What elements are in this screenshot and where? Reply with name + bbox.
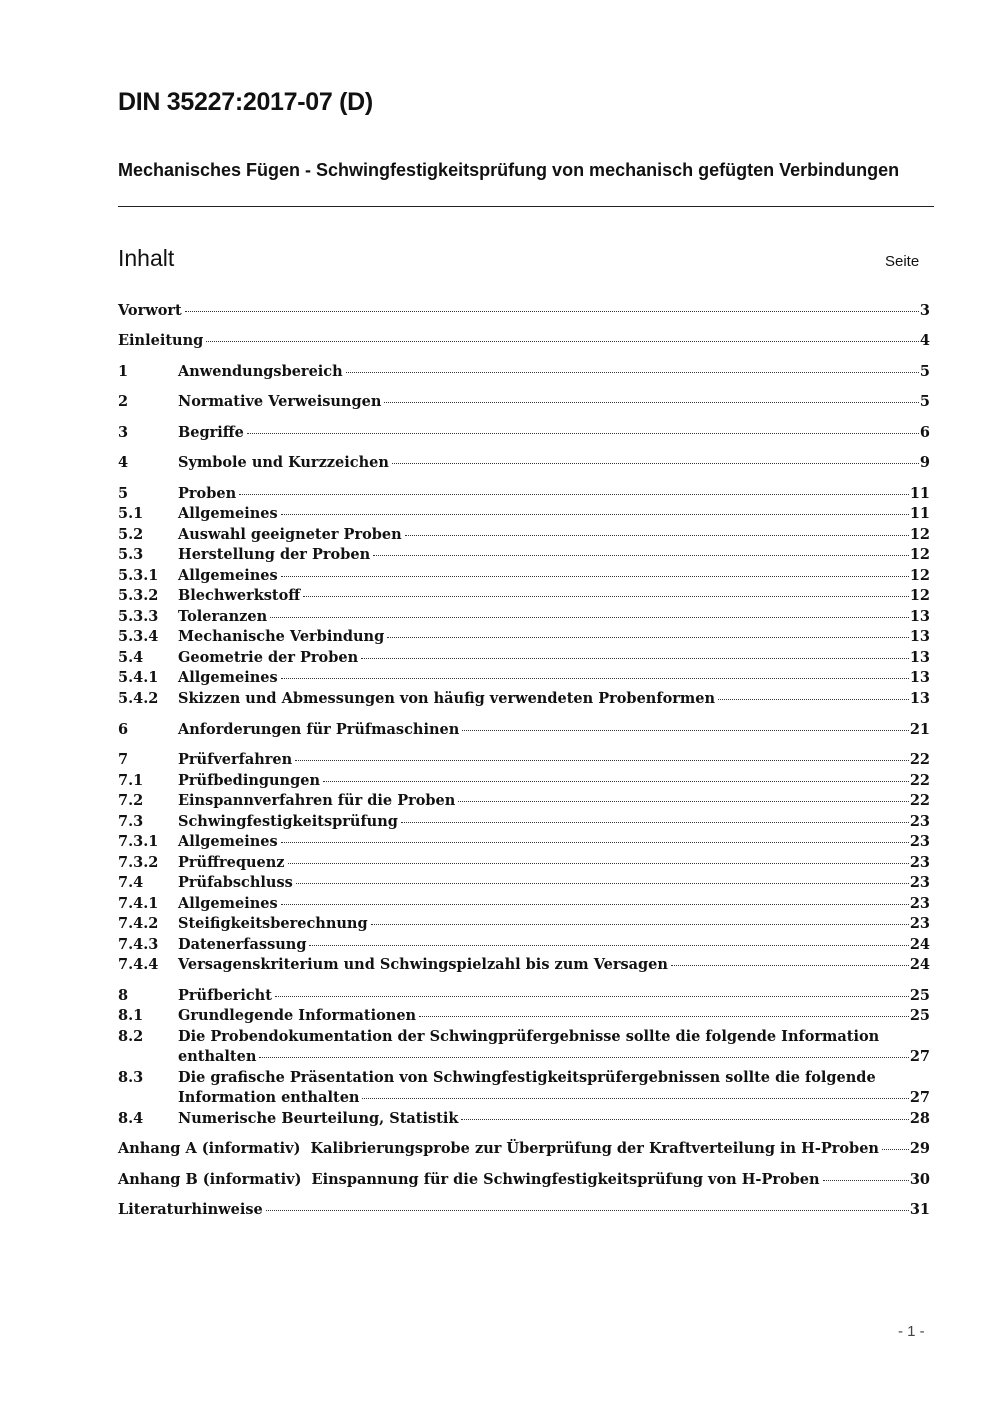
- toc-entry-title: Allgemeines: [178, 505, 278, 522]
- toc-leader-dots: [281, 904, 909, 905]
- toc-entry-title: Herstellung der Proben: [178, 546, 371, 563]
- toc-entry[interactable]: [118, 1110, 930, 1130]
- toc-entry[interactable]: [118, 690, 930, 710]
- toc-entry-page: 23: [909, 833, 930, 850]
- toc-entry[interactable]: [118, 936, 930, 956]
- toc-entry-title: Steifigkeitsberechnung: [178, 915, 368, 932]
- toc-entry-page: 23: [909, 915, 930, 932]
- toc-entry-page: 13: [909, 628, 930, 645]
- toc-entry-page: 24: [909, 956, 930, 973]
- toc-heading: Inhalt: [118, 245, 175, 271]
- toc-entry-title: Vorwort: [118, 302, 182, 319]
- toc-entry-line: [118, 1028, 930, 1048]
- toc-entry-title: Einspannverfahren für die Proben: [178, 792, 456, 809]
- toc-entry[interactable]: [118, 1201, 930, 1221]
- page-number: - 1 -: [898, 1323, 925, 1340]
- toc-entry[interactable]: [118, 526, 930, 546]
- toc-entry-page: 30: [909, 1171, 930, 1188]
- toc-entry-number: 5: [118, 485, 129, 502]
- toc-entry-page: 12: [909, 587, 930, 604]
- toc-entry-page: 5: [919, 363, 930, 380]
- toc-entry[interactable]: [118, 833, 930, 853]
- toc-entry-number: 7.3: [118, 813, 144, 830]
- toc-entry-page: 25: [909, 987, 930, 1004]
- toc-entry-number: 7.4: [118, 874, 144, 891]
- toc-leader-dots: [270, 617, 909, 618]
- toc-entry-number: 8.2: [118, 1028, 144, 1045]
- toc-entry-page: 23: [909, 874, 930, 891]
- toc-entry-number: 7.4.4: [118, 956, 159, 973]
- toc-entry-number: 1: [118, 363, 129, 380]
- toc-entry-line: [118, 1089, 930, 1109]
- toc-entry[interactable]: [118, 669, 930, 689]
- toc-entry-number: 5.3.1: [118, 567, 159, 584]
- toc-entry-page: 27: [909, 1048, 930, 1065]
- toc-entry-line: [118, 1048, 930, 1068]
- toc-entry-number: 5.3.2: [118, 587, 159, 604]
- toc-entry[interactable]: [118, 772, 930, 792]
- toc-leader-dots: [823, 1180, 909, 1181]
- toc-leader-dots: [462, 730, 909, 731]
- toc-entry[interactable]: [118, 895, 930, 915]
- toc-leader-dots: [303, 596, 909, 597]
- toc-entry-number: 8: [118, 987, 129, 1004]
- toc-entry-title: Versagenskriterium und Schwingspielzahl bis zum Versagen: [178, 956, 668, 973]
- toc-entry[interactable]: [118, 628, 930, 648]
- toc-entry-number: 7.1: [118, 772, 144, 789]
- toc-entry-title: Die grafische Präsentation von Schwingfestigkeitsprüfergebnissen sollte die folgende: [178, 1069, 876, 1086]
- toc-leader-dots: [461, 1119, 908, 1120]
- toc-leader-dots: [185, 311, 919, 312]
- toc-entry-page: 22: [909, 751, 930, 768]
- toc-entry[interactable]: [118, 1171, 930, 1191]
- toc-entry-number: 7.2: [118, 792, 144, 809]
- toc-entry[interactable]: [118, 813, 930, 833]
- toc-entry-title-continued: Information enthalten: [178, 1089, 360, 1106]
- toc-entry-number: 8.4: [118, 1110, 144, 1127]
- toc-entry[interactable]: [118, 608, 930, 628]
- toc-entry-title: Einleitung: [118, 332, 204, 349]
- toc-leader-dots: [296, 883, 909, 884]
- toc-entry-line: [118, 1069, 930, 1089]
- toc-entry-page: 22: [909, 792, 930, 809]
- toc-entry-page: 13: [909, 690, 930, 707]
- toc-entry-title: Prüfbericht: [178, 987, 272, 1004]
- toc-leader-dots: [882, 1149, 909, 1150]
- toc-entry-number: 5.1: [118, 505, 144, 522]
- toc-entry-page: 23: [909, 895, 930, 912]
- toc-entry[interactable]: [118, 587, 930, 607]
- toc-entry-page: 23: [909, 854, 930, 871]
- toc-entry-title: Toleranzen: [178, 608, 268, 625]
- toc-entry-title: Symbole und Kurzzeichen: [178, 454, 389, 471]
- toc-entry[interactable]: [118, 1007, 930, 1027]
- toc-entry-page: 22: [909, 772, 930, 789]
- toc-entry-title: Proben: [178, 485, 237, 502]
- toc-entry-page: 4: [919, 332, 930, 349]
- toc-leader-dots: [458, 801, 909, 802]
- toc-leader-dots: [419, 1016, 909, 1017]
- toc-entry-number: 8.1: [118, 1007, 144, 1024]
- toc-entry-title: Auswahl geeigneter Proben: [178, 526, 402, 543]
- toc-entry-page: 13: [909, 649, 930, 666]
- toc-entry-title: Normative Verweisungen: [178, 393, 382, 410]
- toc-entry-page: 27: [909, 1089, 930, 1106]
- toc-entry-page: 9: [919, 454, 930, 471]
- toc-entry[interactable]: [118, 1140, 930, 1160]
- title-divider: [118, 206, 934, 207]
- toc-leader-dots: [281, 576, 909, 577]
- toc-entry-title: Prüfabschluss: [178, 874, 293, 891]
- toc-entry-title: Mechanische Verbindung: [178, 628, 385, 645]
- toc-entry-title: Skizzen und Abmessungen von häufig verwendeten Probenformen: [178, 690, 715, 707]
- toc-leader-dots: [239, 494, 909, 495]
- toc-entry-page: 25: [909, 1007, 930, 1024]
- toc-entry[interactable]: [118, 332, 930, 352]
- toc-leader-dots: [266, 1210, 909, 1211]
- toc-leader-dots: [384, 402, 919, 403]
- toc-entry-page: 11: [909, 505, 930, 522]
- toc-entry-number: 3: [118, 424, 129, 441]
- toc-entry-title: Allgemeines: [178, 669, 278, 686]
- toc-entry[interactable]: [118, 721, 930, 741]
- toc-entry[interactable]: [118, 1028, 930, 1068]
- toc-leader-dots: [281, 514, 909, 515]
- toc-entry-page: 29: [909, 1140, 930, 1157]
- toc-entry-title: Schwingfestigkeitsprüfung: [178, 813, 398, 830]
- toc-entry[interactable]: [118, 424, 930, 444]
- toc-entry-title: Prüfverfahren: [178, 751, 293, 768]
- toc-entry-number: 5.4: [118, 649, 144, 666]
- toc-entry[interactable]: [118, 874, 930, 894]
- toc-entry-title: Anhang B (informativ) Einspannung für die Schwingfestigkeitsprüfung von H-Proben: [118, 1171, 820, 1188]
- toc-leader-dots: [206, 341, 919, 342]
- toc-entry-number: 6: [118, 721, 129, 738]
- toc-entry-number: 5.2: [118, 526, 144, 543]
- toc-entry-page: 13: [909, 669, 930, 686]
- toc-entry-number: 4: [118, 454, 129, 471]
- toc-leader-dots: [288, 863, 909, 864]
- toc-entry-page: 11: [909, 485, 930, 502]
- document-title: Mechanisches Fügen - Schwingfestigkeitsprüfung von mechanisch gefügten Verbindungen: [118, 160, 900, 180]
- toc-entry[interactable]: [118, 393, 930, 413]
- toc-entry[interactable]: [118, 485, 930, 505]
- toc-entry-page: 12: [909, 526, 930, 543]
- toc-entry-number: 7: [118, 751, 129, 768]
- toc-leader-dots: [281, 842, 909, 843]
- toc-entry-number: 7.3.2: [118, 854, 159, 871]
- toc-entry-title: Allgemeines: [178, 567, 278, 584]
- toc-entry-page: 12: [909, 546, 930, 563]
- toc-leader-dots: [281, 678, 909, 679]
- toc-leader-dots: [309, 945, 908, 946]
- toc-entry[interactable]: [118, 915, 930, 935]
- toc-leader-dots: [373, 555, 909, 556]
- toc-entry[interactable]: [118, 751, 930, 771]
- toc-entry-title: Anforderungen für Prüfmaschinen: [178, 721, 460, 738]
- toc-entry-page: 12: [909, 567, 930, 584]
- toc-entry-page: 13: [909, 608, 930, 625]
- toc-entry-title: Begriffe: [178, 424, 244, 441]
- toc-leader-dots: [275, 996, 909, 997]
- toc-entry-number: 8.3: [118, 1069, 144, 1086]
- toc-entry[interactable]: [118, 363, 930, 383]
- toc-entry-title: Allgemeines: [178, 833, 278, 850]
- toc-entry-title: Prüfbedingungen: [178, 772, 321, 789]
- toc-entry-page: 23: [909, 813, 930, 830]
- toc-entry-title-continued: enthalten: [178, 1048, 257, 1065]
- toc-entry-page: 31: [909, 1201, 930, 1218]
- toc-leader-dots: [392, 463, 919, 464]
- toc-entry[interactable]: [118, 454, 930, 474]
- toc-entry[interactable]: [118, 987, 930, 1007]
- toc-entry-number: 5.3.4: [118, 628, 159, 645]
- toc-entry-number: 5.4.2: [118, 690, 159, 707]
- toc-leader-dots: [718, 699, 909, 700]
- toc-entry-page: 6: [919, 424, 930, 441]
- toc-leader-dots: [259, 1057, 908, 1058]
- toc-entry-title: Datenerfassung: [178, 936, 307, 953]
- toc-entry-title: Die Probendokumentation der Schwingprüfergebnisse sollte die folgende Information: [178, 1028, 880, 1045]
- toc-entry[interactable]: [118, 1069, 930, 1109]
- toc-entry-number: 5.3: [118, 546, 144, 563]
- toc-leader-dots: [387, 637, 909, 638]
- toc-leader-dots: [247, 433, 919, 434]
- toc-entry-title: Blechwerkstoff: [178, 587, 301, 604]
- toc-leader-dots: [346, 372, 919, 373]
- toc-leader-dots: [671, 965, 909, 966]
- toc-leader-dots: [361, 658, 909, 659]
- toc-entry-page: 24: [909, 936, 930, 953]
- toc-leader-dots: [295, 760, 909, 761]
- toc-entry[interactable]: [118, 649, 930, 669]
- toc-entry-title: Allgemeines: [178, 895, 278, 912]
- toc-entry-title: Prüffrequenz: [178, 854, 285, 871]
- toc-entry[interactable]: [118, 302, 930, 322]
- toc-entry-title: Anwendungsbereich: [178, 363, 343, 380]
- toc-entry-number: 5.3.3: [118, 608, 159, 625]
- toc-entry-title: Literaturhinweise: [118, 1201, 263, 1218]
- toc-entry-title: Geometrie der Proben: [178, 649, 359, 666]
- toc-entry[interactable]: [118, 567, 930, 587]
- toc-leader-dots: [401, 822, 909, 823]
- toc-entry-page: 5: [919, 393, 930, 410]
- toc-entry-title: Numerische Beurteilung, Statistik: [178, 1110, 459, 1127]
- toc-entry-number: 5.4.1: [118, 669, 159, 686]
- toc-entry-number: 7.4.1: [118, 895, 159, 912]
- toc-entry-page: 28: [909, 1110, 930, 1127]
- document-id: DIN 35227:2017-07 (D): [118, 88, 373, 116]
- toc-entry-page: 21: [909, 721, 930, 738]
- toc-entry[interactable]: [118, 546, 930, 566]
- toc-leader-dots: [323, 781, 909, 782]
- toc-leader-dots: [362, 1098, 908, 1099]
- toc-entry-title: Grundlegende Informationen: [178, 1007, 417, 1024]
- toc-entry-number: 7.4.2: [118, 915, 159, 932]
- toc-entry-number: 7.3.1: [118, 833, 159, 850]
- toc-entry-title: Anhang A (informativ) Kalibrierungsprobe zur Überprüfung der Kraftverteilung in H-Proben: [118, 1140, 879, 1157]
- toc-entry[interactable]: [118, 854, 930, 874]
- toc-entry[interactable]: [118, 505, 930, 525]
- toc-page-label: Seite: [885, 253, 920, 270]
- toc-entry[interactable]: [118, 792, 930, 812]
- toc-leader-dots: [371, 924, 909, 925]
- toc-entry-number: 2: [118, 393, 129, 410]
- toc-entry-number: 7.4.3: [118, 936, 159, 953]
- toc-leader-dots: [405, 535, 909, 536]
- toc-entry-page: 3: [919, 302, 930, 319]
- toc-entry[interactable]: [118, 956, 930, 976]
